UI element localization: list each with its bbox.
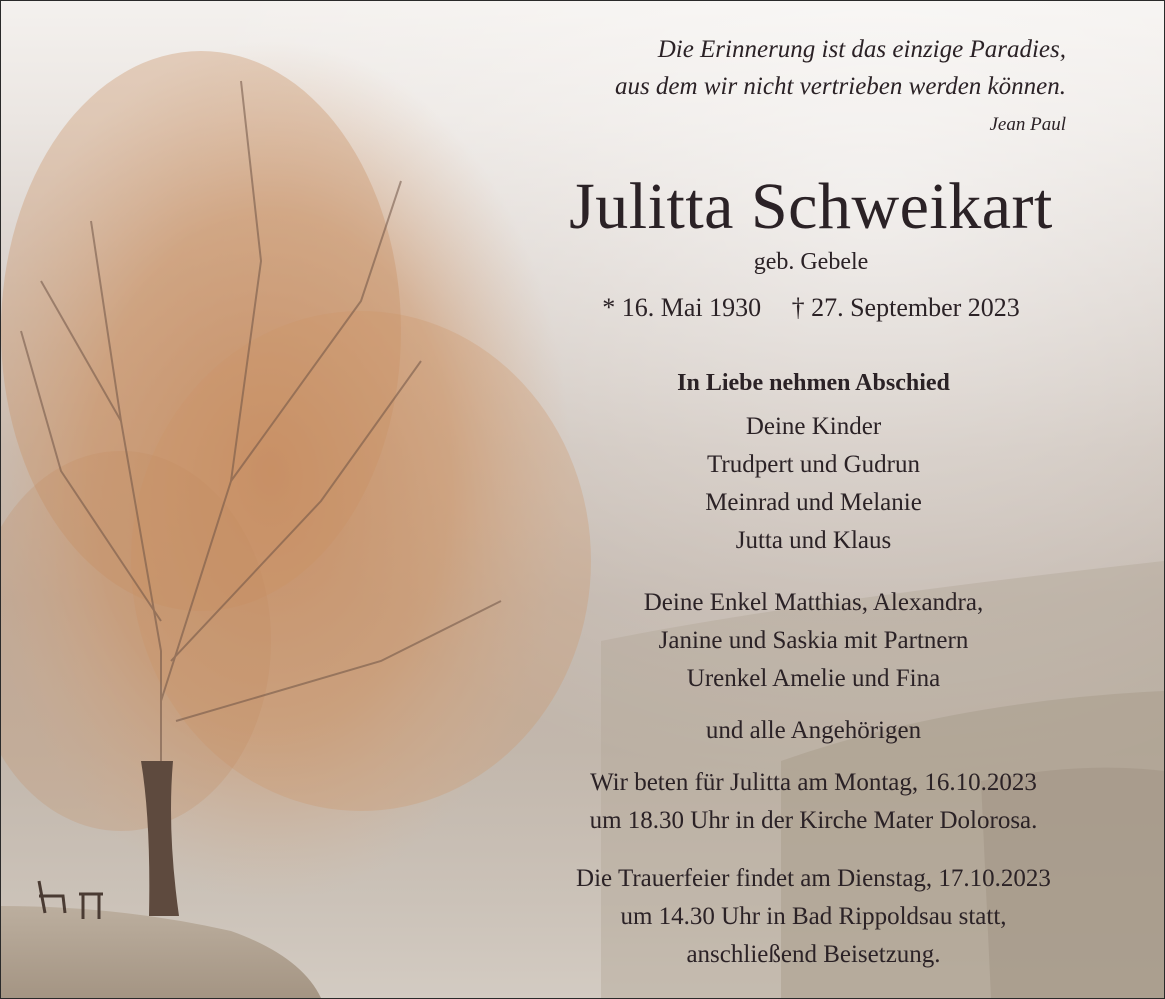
funeral-line: anschließend Beisetzung. [686,941,941,968]
list-item: Meinrad und Melanie [705,489,922,516]
list-item: Deine Kinder [745,413,882,440]
relatives-line: und alle Angehörigen [705,717,922,744]
quote-author: Jean Paul [989,114,1066,135]
list-item: Trudpert und Gudrun [707,451,920,478]
list-item: Jutta und Klaus [735,527,892,554]
funeral-line: um 14.30 Uhr in Bad Rippoldsau statt, [620,903,1007,930]
quote-line: aus dem wir nicht vertrieben werden können. [614,73,1066,100]
prayer-line: Wir beten für Julitta am Montag, 16.10.2023 [590,769,1037,796]
prayer-line: um 18.30 Uhr in der Kirche Mater Dolorosa. [589,807,1038,834]
prayer-service-info [501,764,1126,840]
children-list [501,408,1126,560]
grandchildren-list [501,584,1126,698]
death-date: † 27. September 2023 [791,293,1020,322]
quote [521,31,1066,105]
funeral-line: Die Trauerfeier findet am Dienstag, 17.10.2023 [576,865,1051,892]
list-item: Janine und Saskia mit Partnern [658,627,969,654]
funeral-service-info [501,860,1126,974]
birth-date: * 16. Mai 1930 [602,293,762,322]
life-dates [521,291,1101,325]
list-item: Deine Enkel Matthias, Alexandra, [643,589,984,616]
list-item: Urenkel Amelie und Fina [686,665,941,692]
farewell-heading: In Liebe nehmen Abschied [677,370,950,396]
maiden-name: geb. Gebele [753,249,869,275]
quote-line: Die Erinnerung ist das einzige Paradies, [657,36,1066,63]
deceased-name: Julitta Schweikart [569,170,1053,243]
